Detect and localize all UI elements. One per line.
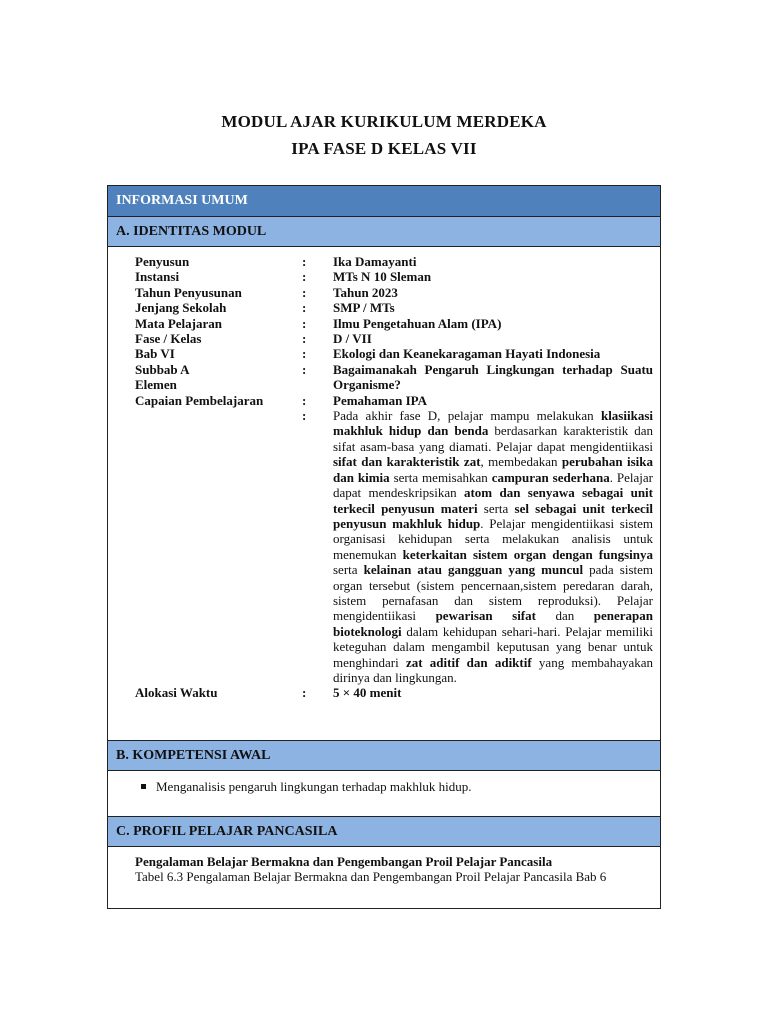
capaian-segment: pada sistem organ tersebut (sistem pencernaan,sistem peredaran darah, sistem pernafasan dan sistem reproduksi). Pelajar mengidentiikasi [333, 562, 654, 624]
kompetensi-item: Menganalisis pengaruh lingkungan terhadap makhluk hidup. [156, 779, 472, 794]
capaian-segment: . Pelajar dapat mendeskripsikan [333, 469, 653, 501]
field-row [135, 254, 655, 269]
capaian-segment: atom dan senyawa sebagai unit terkecil penyusun materi [333, 485, 653, 516]
field-value: MTs N 10 Sleman [333, 269, 432, 285]
document-subtitle: IPA FASE D KELAS VII [291, 139, 477, 158]
section-informasi-umum: INFORMASI UMUM [108, 186, 660, 217]
capaian-segment: dan [535, 608, 594, 624]
capaian-segment: dalam kehidupan sehari-hari. Pelajar memiliki keteguhan dalam mengambil keputusan yang benar untuk menghindari [333, 623, 653, 670]
field-row [135, 685, 655, 700]
section-identitas-modul: A. IDENTITAS MODUL [108, 217, 660, 247]
field-row [135, 269, 655, 284]
profil-heading: Pengalaman Belajar Bermakna dan Pengembangan Proil Pelajar Pancasila [135, 854, 553, 869]
section-kompetensi-awal: B. KOMPETENSI AWAL [108, 740, 660, 771]
capaian-segment: , membedakan [480, 454, 562, 470]
section-profil-pelajar: C. PROFIL PELAJAR PANCASILA [108, 816, 660, 847]
field-label: Fase / Kelas [135, 331, 202, 347]
field-label: Alokasi Waktu [135, 685, 218, 701]
capaian-segment: serta memisahkan [389, 469, 492, 485]
capaian-segment: sifat dan karakteristik zat [333, 454, 481, 470]
field-label: Penyusun [135, 254, 190, 269]
field-label: Instansi [135, 269, 180, 285]
field-separator: : [302, 315, 307, 331]
capaian-segment: keterkaitan sistem organ dengan fungsinya [402, 546, 653, 562]
field-row [135, 393, 655, 408]
field-separator: : [302, 361, 307, 377]
field-label: Mata Pelajaran [135, 315, 223, 331]
field-separator: : [302, 269, 307, 285]
field-value: Pemahaman IPA [333, 392, 428, 408]
capaian-segment: yang membahayakan dirinya dan lingkungan. [333, 654, 654, 685]
field-label: Elemen [135, 377, 177, 393]
field-label: Subbab A [135, 361, 190, 377]
field-separator: : [302, 254, 307, 269]
field-value: Ekologi dan Keanekaragaman Hayati Indonesia [333, 346, 601, 362]
field-separator: : [302, 392, 307, 408]
field-separator: : [302, 300, 307, 316]
field-separator: : [302, 408, 307, 424]
list-item [141, 779, 472, 795]
identity-fields [135, 254, 655, 701]
field-row [135, 316, 655, 331]
kompetensi-list [108, 771, 660, 816]
info-table [107, 185, 661, 909]
field-separator: : [302, 346, 307, 362]
field-label: Jenjang Sekolah [135, 300, 227, 316]
document-title: MODUL AJAR KURIKULUM MERDEKA [221, 112, 547, 131]
field-value: SMP / MTs [333, 300, 395, 316]
capaian-segment: pewarisan sifat [435, 608, 536, 624]
capaian-segment: zat aditif dan adiktif [405, 654, 532, 670]
field-value: 5 × 40 menit [333, 685, 402, 701]
field-value: Ilmu Pengetahuan Alam (IPA) [333, 315, 502, 331]
field-row [135, 331, 655, 346]
field-value: D / VII [333, 331, 372, 347]
capaian-segment: serta [333, 562, 364, 578]
capaian-segment: berdasarkan karakteristik dan sifat asam-basa yang diamati. Pelajar dapat mengidentiikasi [333, 423, 654, 454]
square-bullet-icon [141, 784, 146, 789]
field-label: Tahun Penyusunan [135, 284, 242, 300]
capaian-segment: campuran sederhana [491, 469, 610, 485]
field-row [135, 362, 655, 393]
field-separator: : [302, 331, 307, 347]
field-row [135, 285, 655, 300]
capaian-segment: sel sebagai unit terkecil penyusun makhluk hidup [333, 500, 653, 531]
profil-content [135, 854, 637, 885]
field-separator: : [302, 685, 307, 701]
capaian-segment: . Pelajar mengidentiikasi sistem organisasi kehidupan serta melakukan analisis untuk menemukan [333, 515, 653, 562]
field-separator: : [302, 284, 307, 300]
field-label-stack [135, 362, 302, 393]
profil-text: Tabel 6.3 Pengalaman Belajar Bermakna dan Pengembangan Proil Pelajar Pancasila Bab 6 [135, 869, 607, 885]
capaian-segment: perubahan isika dan kimia [333, 454, 653, 485]
capaian-segment: serta [477, 500, 515, 516]
field-label: Bab VI [135, 346, 175, 362]
field-row [135, 408, 655, 685]
field-row [135, 300, 655, 315]
field-row [135, 346, 655, 361]
capaian-segment: kelainan atau gangguan yang muncul [363, 562, 584, 578]
capaian-pembelajaran-text [333, 408, 653, 685]
field-label: Capaian Pembelajaran [135, 392, 264, 408]
capaian-segment: klasiikasi makhluk hidup dan benda [333, 408, 653, 439]
capaian-segment: Pada akhir fase D, pelajar mampu melakukan [333, 408, 601, 424]
field-value: Ika Damayanti [333, 254, 417, 269]
capaian-segment: penerapan bioteknologi [333, 608, 653, 639]
field-value: Bagaimanakah Pengaruh Lingkungan terhadap Suatu Organisme? [333, 361, 653, 393]
field-value: Tahun 2023 [333, 284, 398, 300]
